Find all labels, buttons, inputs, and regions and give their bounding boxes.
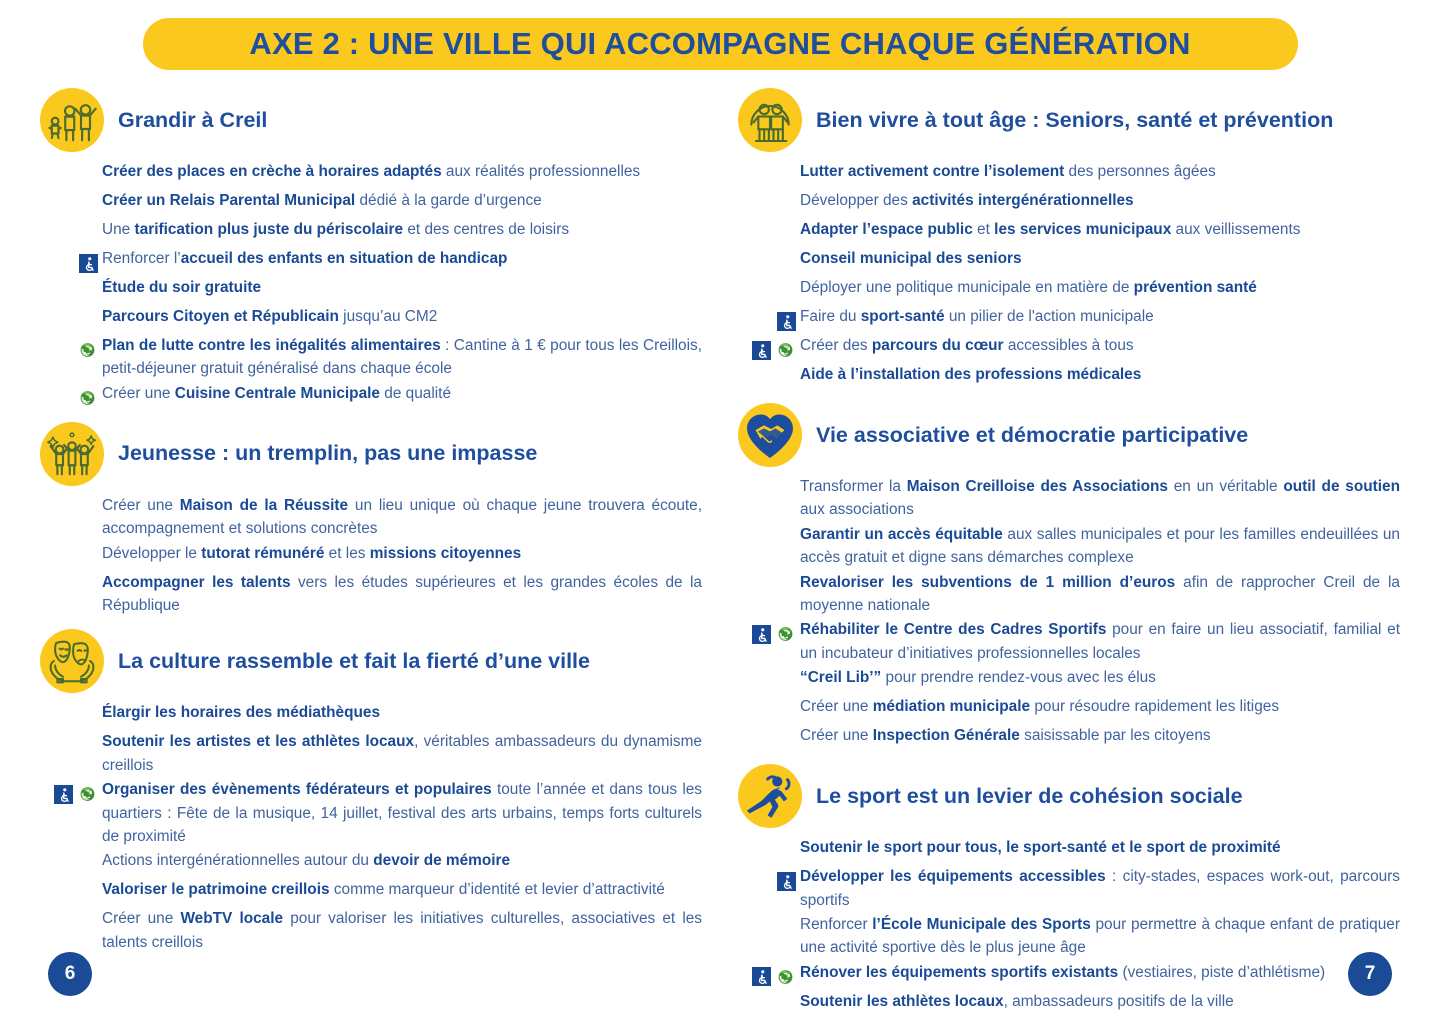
- heart-handshake-icon: [738, 403, 802, 467]
- proposal-tags: [46, 334, 102, 362]
- proposal-text: Développer le tutorat rémunéré et les missions citoyennes: [102, 544, 522, 562]
- proposal-text: Réhabiliter le Centre des Cadres Sportifs pour en faire un lieu associatif, familial et un incubateur d’initiatives professionnelles locales: [800, 621, 1400, 662]
- proposal-tags: [46, 542, 102, 570]
- proposal-item: [744, 913, 1400, 960]
- proposal-item: [46, 571, 702, 618]
- proposal-item: [744, 571, 1400, 618]
- proposal-text: Valoriser le patrimoine creillois comme marqueur d’identité et levier d’attractivité: [102, 881, 665, 899]
- proposal-tags: [744, 618, 800, 646]
- proposal-tags: [744, 724, 800, 752]
- proposal-item: [46, 334, 702, 381]
- proposal-text: Créer une Inspection Générale saisissable par les citoyens: [800, 727, 1211, 745]
- proposal-tags: [46, 305, 102, 333]
- proposal-item: [744, 276, 1400, 304]
- proposal-text: “Creil Lib’” pour prendre rendez-vous avec les élus: [800, 669, 1156, 687]
- accessibility-icon: [752, 967, 771, 986]
- proposal-item: [744, 363, 1400, 391]
- theatre-masks-hands-icon: [40, 629, 104, 693]
- page-number-right: 7: [1348, 952, 1392, 996]
- proposal-tags: [744, 160, 800, 188]
- proposal-text: Conseil municipal des seniors: [800, 250, 1022, 267]
- proposal-tags: [46, 189, 102, 217]
- proposal-tags: [46, 160, 102, 188]
- accessibility-icon: [752, 625, 771, 644]
- section-header: [738, 88, 1400, 152]
- proposal-tags: [744, 666, 800, 694]
- proposal-text: Plan de lutte contre les inégalités alimentaires : Cantine à 1 € pour tous les Creillois, petit-déjeuner gratuit généralisé dans chaque école: [102, 337, 702, 378]
- proposal-text: Parcours Citoyen et Républicain jusqu’au CM2: [102, 308, 438, 325]
- proposal-text: Faire du sport-santé un pilier de l'action municipale: [800, 308, 1154, 325]
- proposal-text: Actions intergénérationnelles autour du devoir de mémoire: [102, 852, 511, 870]
- section-title: Grandir à Creil: [118, 107, 268, 132]
- left-column: [40, 88, 702, 1030]
- accessibility-icon: [752, 341, 771, 360]
- proposal-tags: [46, 494, 102, 522]
- accessibility-icon: [54, 785, 73, 804]
- proposal-text: Créer une médiation municipale pour résoudre rapidement les litiges: [800, 698, 1280, 716]
- proposal-item: [46, 160, 702, 188]
- proposal-item: [744, 475, 1400, 522]
- proposal-text: Accompagner les talents vers les études supérieures et les grandes écoles de la République: [102, 573, 702, 615]
- proposal-text: Déployer une politique municipale en matière de prévention santé: [800, 279, 1257, 296]
- proposal-item: [744, 189, 1400, 217]
- proposal-tags: [744, 247, 800, 275]
- proposal-item: [744, 961, 1400, 989]
- proposal-tags: [46, 907, 102, 935]
- section-sport: [738, 764, 1400, 1018]
- banner-container: [0, 0, 1440, 80]
- proposal-text: Soutenir les artistes et les athlètes locaux, véritables ambassadeurs du dynamisme creillois: [102, 733, 702, 774]
- proposal-text: Créer des places en crèche à horaires adaptés aux réalités professionnelles: [102, 163, 641, 180]
- eco-icon: [77, 388, 98, 407]
- proposal-text: Une tarification plus juste du périscolaire et des centres de loisirs: [102, 221, 570, 238]
- proposal-text: Adapter l’espace public et les services municipaux aux veillissements: [800, 221, 1301, 238]
- proposal-item: [46, 218, 702, 246]
- eco-icon: [775, 967, 796, 986]
- section-title: Bien vivre à tout âge : Seniors, santé et prévention: [816, 107, 1334, 132]
- proposal-tags: [744, 836, 800, 864]
- proposal-item: [46, 701, 702, 729]
- proposal-tags: [744, 961, 800, 989]
- proposal-tags: [46, 382, 102, 410]
- proposal-text: Développer des activités intergénérationnelles: [800, 192, 1134, 209]
- proposal-tags: [46, 247, 102, 275]
- proposal-tags: [744, 913, 800, 941]
- proposal-item: [46, 247, 702, 275]
- section-bien-vivre: [738, 88, 1400, 391]
- two-column-layout: [0, 80, 1440, 1030]
- proposal-text: Créer une Maison de la Réussite un lieu unique où chaque jeune trouvera écoute, accompagnement et solutions concrètes: [102, 496, 702, 538]
- proposal-tags: [744, 363, 800, 391]
- proposal-item: [744, 334, 1400, 362]
- section-title: Le sport est un levier de cohésion sociale: [816, 783, 1243, 808]
- proposal-item: [744, 305, 1400, 333]
- section-grandir-a-creil: [40, 88, 702, 410]
- proposal-item: [46, 878, 702, 906]
- eco-icon: [77, 785, 98, 804]
- proposal-item: [744, 836, 1400, 864]
- proposal-item: [46, 494, 702, 541]
- proposal-tags: [744, 571, 800, 599]
- proposal-tags: [46, 730, 102, 758]
- eco-icon: [775, 341, 796, 360]
- proposal-tags: [46, 701, 102, 729]
- axe-title-banner: [143, 18, 1298, 70]
- proposal-tags: [744, 523, 800, 551]
- section-title: Vie associative et démocratie participative: [816, 422, 1249, 447]
- proposal-tags: [744, 475, 800, 503]
- proposal-text: Créer une Cuisine Centrale Municipale de qualité: [102, 384, 452, 402]
- proposal-tags: [744, 695, 800, 723]
- proposal-tags: [744, 276, 800, 304]
- proposal-text: Développer les équipements accessibles : city-stades, espaces work-out, parcours sportifs: [800, 868, 1401, 909]
- proposal-item: [744, 218, 1400, 246]
- accessibility-icon: [79, 254, 98, 273]
- celebration-people-icon: [40, 422, 104, 486]
- proposal-item: [46, 305, 702, 333]
- proposal-text: Soutenir les athlètes locaux, ambassadeurs positifs de la ville: [800, 992, 1234, 1010]
- section-header: [738, 764, 1400, 828]
- proposal-list: [738, 475, 1400, 752]
- proposal-tags: [744, 189, 800, 217]
- proposal-item: [744, 160, 1400, 188]
- proposal-item: [46, 778, 702, 848]
- proposal-text: Étude du soir gratuite: [102, 279, 262, 296]
- eco-icon: [77, 341, 98, 360]
- proposal-text: Aide à l’installation des professions médicales: [800, 366, 1142, 383]
- proposal-list: [40, 494, 702, 618]
- section-culture: [40, 629, 702, 954]
- proposal-tags: [744, 305, 800, 333]
- page-number-left: 6: [48, 952, 92, 996]
- proposal-tags: [46, 778, 102, 806]
- accessibility-icon: [777, 872, 796, 891]
- family-icon: [40, 88, 104, 152]
- proposal-tags: [744, 218, 800, 246]
- proposal-list: [738, 836, 1400, 1018]
- right-column: [738, 88, 1400, 1030]
- proposal-tags: [46, 849, 102, 877]
- proposal-item: [46, 907, 702, 954]
- proposal-item: [46, 730, 702, 777]
- section-header: [40, 629, 702, 693]
- proposal-text: Garantir un accès équitable aux salles municipales et pour les familles endeuillées un accès gratuit et digne sans démarches complexe: [800, 525, 1400, 567]
- proposal-list: [40, 160, 702, 410]
- proposal-item: [744, 990, 1400, 1018]
- proposal-tags: [744, 334, 800, 362]
- proposal-item: [744, 523, 1400, 570]
- proposal-item: [744, 618, 1400, 665]
- proposal-text: Créer une WebTV locale pour valoriser les initiatives culturelles, associatives et les talents creillois: [102, 910, 703, 951]
- proposal-text: Lutter activement contre l’isolement des personnes âgées: [800, 163, 1216, 180]
- proposal-text: Renforcer l’École Municipale des Sports pour permettre à chaque enfant de pratiquer une activité sportive dès le plus jeune âge: [800, 916, 1400, 957]
- section-title: La culture rassemble et fait la fierté d’une ville: [118, 649, 590, 674]
- proposal-text: Créer des parcours du cœur accessibles à tous: [800, 337, 1134, 354]
- runner-icon: [738, 764, 802, 828]
- proposal-tags: [46, 571, 102, 599]
- section-header: [40, 422, 702, 486]
- proposal-text: Soutenir le sport pour tous, le sport-santé et le sport de proximité: [800, 839, 1281, 857]
- page-title: AXE 2 : UNE VILLE QUI ACCOMPAGNE CHAQUE GÉNÉRATION: [249, 26, 1191, 61]
- proposal-text: Élargir les horaires des médiathèques: [102, 704, 381, 722]
- proposal-item: [744, 724, 1400, 752]
- seniors-couple-icon: [738, 88, 802, 152]
- proposal-item: [46, 849, 702, 877]
- proposal-tags: [46, 218, 102, 246]
- proposal-list: [738, 160, 1400, 391]
- proposal-text: Transformer la Maison Creilloise des Associations en un véritable outil de soutien aux associations: [800, 478, 1400, 519]
- proposal-item: [46, 542, 702, 570]
- proposal-item: [744, 865, 1400, 912]
- section-title: Jeunesse : un tremplin, pas une impasse: [118, 441, 538, 466]
- proposal-item: [46, 382, 702, 410]
- proposal-text: Renforcer l’accueil des enfants en situation de handicap: [102, 250, 508, 267]
- proposal-text: Rénover les équipements sportifs existants (vestiaires, piste d’athlétisme): [800, 963, 1326, 981]
- proposal-item: [744, 666, 1400, 694]
- section-header: [40, 88, 702, 152]
- eco-icon: [775, 625, 796, 644]
- proposal-tags: [744, 865, 800, 893]
- proposal-item: [744, 247, 1400, 275]
- section-vie-associative: [738, 403, 1400, 752]
- section-header: [738, 403, 1400, 467]
- proposal-item: [46, 276, 702, 304]
- accessibility-icon: [777, 312, 796, 331]
- proposal-item: [46, 189, 702, 217]
- proposal-text: Revaloriser les subventions de 1 million d’euros afin de rapprocher Creil de la moyenne nationale: [800, 573, 1400, 615]
- proposal-list: [40, 701, 702, 954]
- proposal-text: Organiser des évènements fédérateurs et populaires toute l’année et dans tous les quartiers : Fête de la musique, 14 juillet, festival des arts urbains, temps forts culturels de proximité: [102, 781, 703, 846]
- proposal-tags: [744, 990, 800, 1018]
- proposal-tags: [46, 878, 102, 906]
- proposal-tags: [46, 276, 102, 304]
- proposal-item: [744, 695, 1400, 723]
- section-jeunesse: [40, 422, 702, 618]
- proposal-text: Créer un Relais Parental Municipal dédié à la garde d’urgence: [102, 192, 542, 209]
